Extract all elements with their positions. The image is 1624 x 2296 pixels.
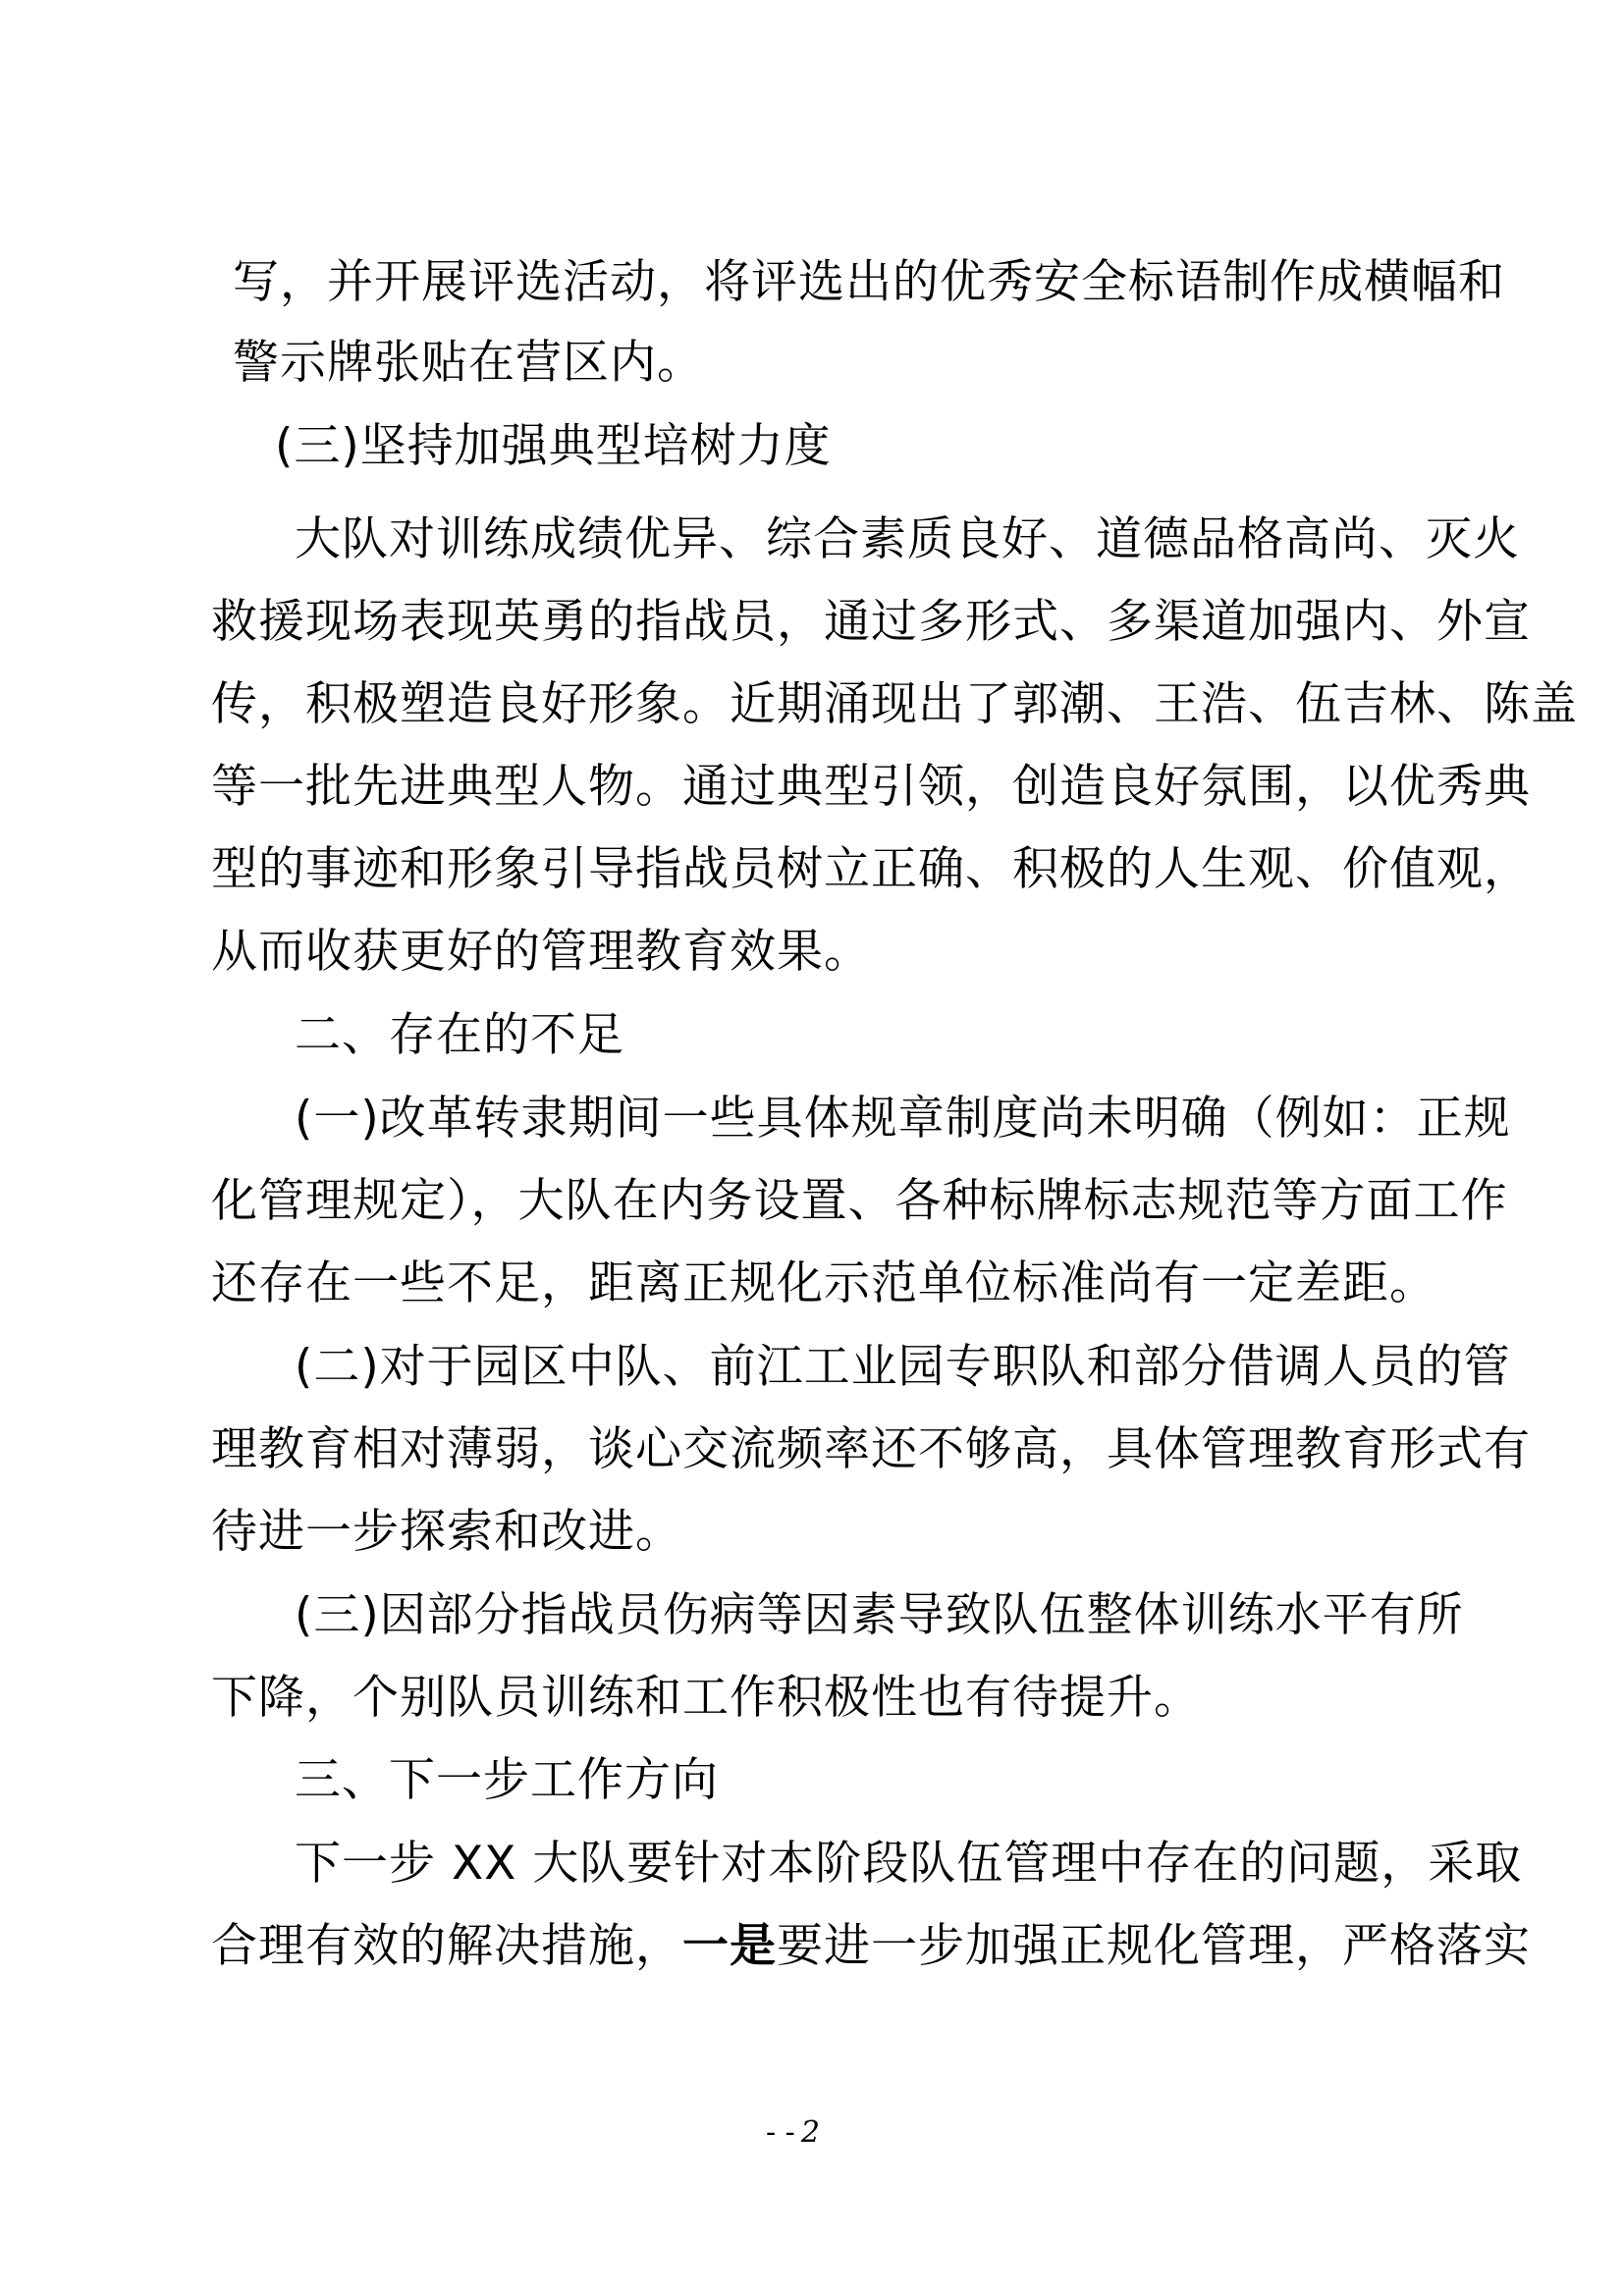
section-heading: 三、下一步工作方向 — [295, 1753, 719, 1807]
paragraph-line: (一)改革转隶期间一些具体规章制度尚未明确（例如：正规 — [295, 1092, 1511, 1146]
paragraph-line: 还存在一些不足，距离正规化示范单位标准尚有一定差距。 — [211, 1256, 1436, 1310]
paragraph-line: (二)对于园区中队、前江工业园专职队和部分借调人员的管 — [295, 1340, 1511, 1394]
paragraph-line: 下降，个别队员训练和工作积极性也有待提升。 — [211, 1671, 1201, 1725]
paragraph-text: 要进一步加强正规化管理，严格落实 — [777, 1919, 1531, 1973]
paragraph-line: 传，积极塑造良好形象。近期涌现出了郭潮、王浩、伍吉林、陈盖 — [211, 677, 1578, 731]
paragraph-line: (三)因部分指战员伤病等因素导致队伍整体训练水平有所 — [295, 1588, 1464, 1642]
paragraph-line: 型的事迹和形象引导指战员树立正确、积极的人生观、价值观， — [211, 842, 1531, 896]
page-number: 2 — [800, 2115, 820, 2150]
paragraph-line: 待进一步探索和改进。 — [211, 1505, 682, 1559]
paragraph-line: 理教育相对薄弱，谈心交流频率还不够高，具体管理教育形式有 — [211, 1422, 1531, 1476]
paragraph-line — [211, 1917, 1531, 1976]
section-heading: (三)坚持加强典型培树力度 — [275, 419, 832, 473]
paragraph-line: 化管理规定），大队在内务设置、各种标牌标志规范等方面工作 — [211, 1174, 1508, 1228]
section-heading: 二、存在的不足 — [295, 1008, 624, 1062]
emphasis-text: 一是 — [682, 1919, 777, 1973]
paragraph-line: 下一步 XX 大队要针对本阶段队伍管理中存在的问题，采取 — [295, 1837, 1523, 1891]
page-footer — [766, 2115, 820, 2150]
paragraph-line: 从而收获更好的管理教育效果。 — [211, 925, 871, 979]
paragraph-text: 合理有效的解决措施， — [211, 1919, 682, 1973]
paragraph-line: 写，并开展评选活动，将评选出的优秀安全标语制作成横幅和 — [233, 255, 1505, 309]
paragraph-line: 等一批先进典型人物。通过典型引领，创造良好氛围，以优秀典 — [211, 760, 1531, 814]
paragraph-line: 救援现场表现英勇的指战员，通过多形式、多渠道加强内、外宣 — [211, 595, 1531, 649]
footer-dash: - - — [766, 2115, 795, 2150]
paragraph-line: 警示牌张贴在营区内。 — [233, 336, 704, 390]
paragraph-line: 大队对训练成绩优异、综合素质良好、道德品格高尚、灭火 — [295, 512, 1520, 566]
